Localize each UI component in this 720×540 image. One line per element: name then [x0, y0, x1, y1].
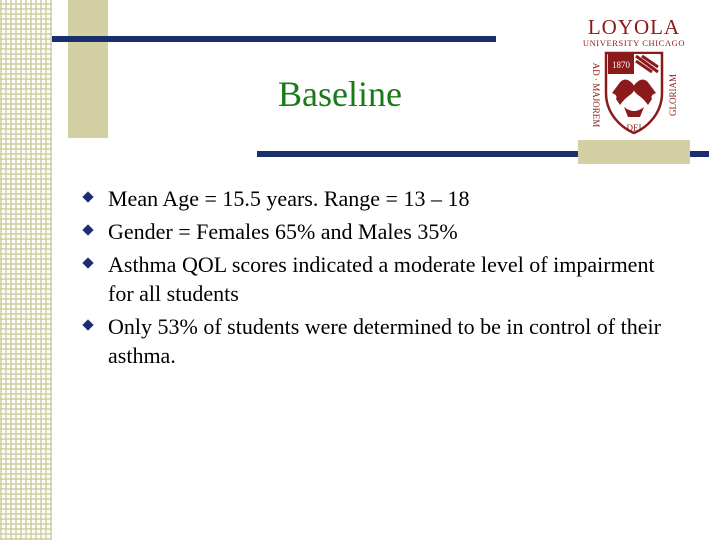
diamond-bullet-icon — [82, 257, 93, 268]
diamond-bullet-icon — [82, 224, 93, 235]
decorative-grid-stripe — [0, 0, 52, 540]
logo-name: LOYOLA — [587, 15, 681, 39]
bullet-text: Asthma QOL scores indicated a moderate level of impairment for all students — [108, 252, 655, 306]
decorative-tan-block-top — [68, 0, 108, 138]
bullet-text: Only 53% of students were determined to be in control of their asthma. — [108, 314, 661, 368]
bullet-item — [84, 250, 684, 308]
seal-year: 1870 — [612, 60, 630, 70]
diamond-bullet-icon — [82, 319, 93, 330]
logo-subtitle: UNIVERSITY CHICAGO — [582, 38, 686, 48]
bullet-item — [84, 184, 684, 213]
bullet-item — [84, 312, 684, 370]
university-seal-icon — [584, 49, 684, 135]
decorative-tan-block-bottom — [578, 140, 690, 164]
bullet-text: Gender = Females 65% and Males 35% — [108, 219, 458, 244]
loyola-logo — [578, 14, 690, 138]
slide-title: Baseline — [278, 74, 402, 114]
seal-motto-right: GLORIAM — [668, 74, 678, 116]
diamond-bullet-icon — [82, 191, 93, 202]
seal-motto-bottom: DEI — [626, 123, 642, 133]
bullet-item — [84, 217, 684, 246]
bullet-list — [84, 184, 684, 374]
bullet-text: Mean Age = 15.5 years. Range = 13 – 18 — [108, 186, 470, 211]
seal-motto-left: AD · MAJOREM — [591, 62, 601, 128]
decorative-navy-bar-top — [52, 36, 496, 42]
